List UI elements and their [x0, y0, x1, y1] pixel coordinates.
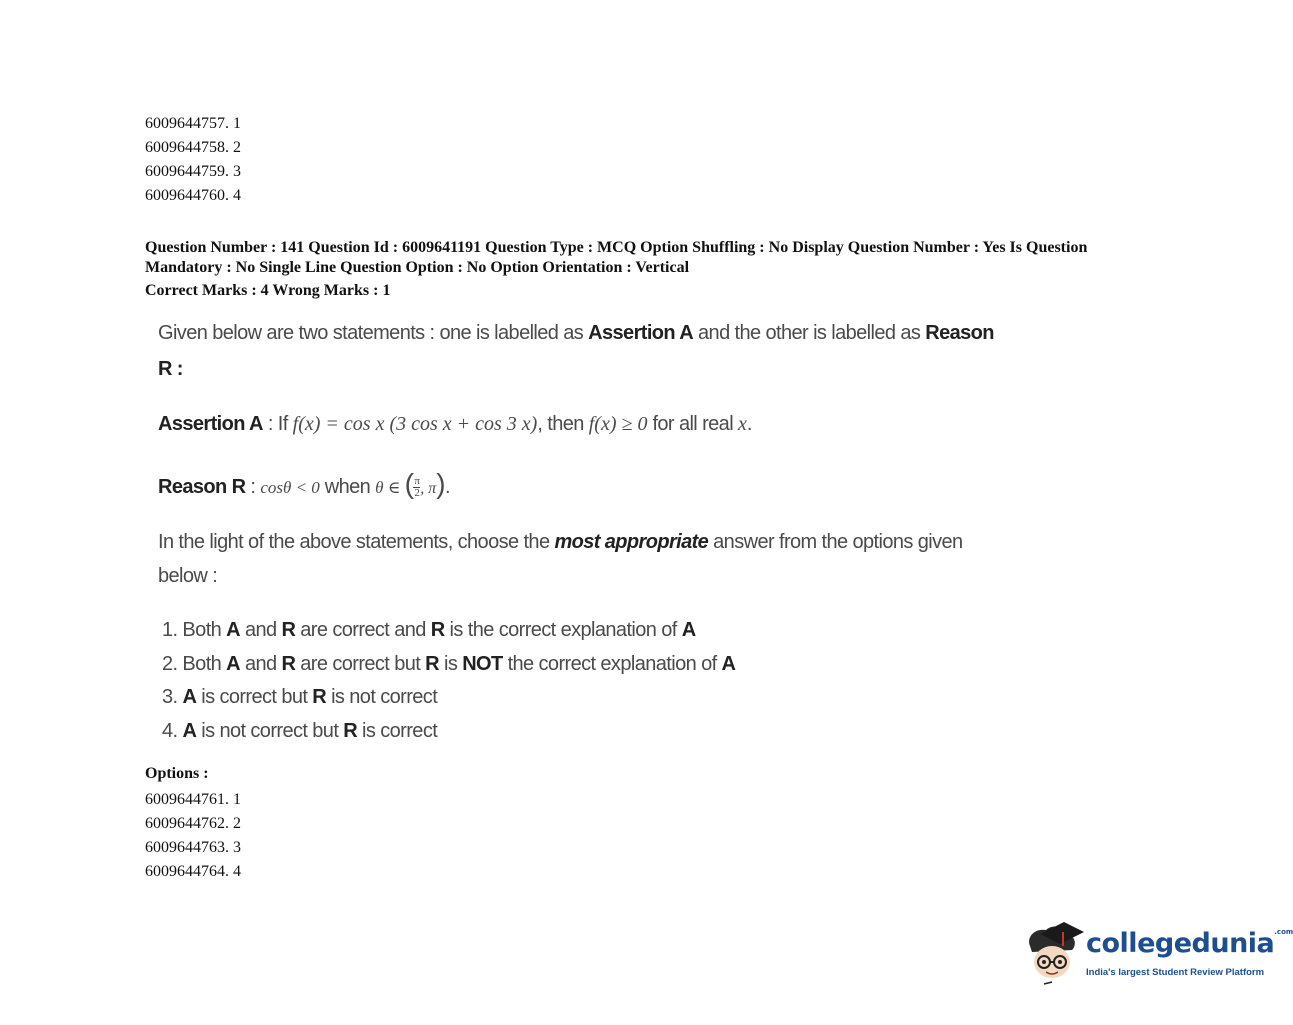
question-meta-line: Question Number : 141 Question Id : 6009641191 Question Type : MCQ Option Shuffling : No Display Question Number : Yes Is Question Mandatory : No Single Line Question Option : No Option Orientation : Vertical [145, 239, 1088, 276]
option-item: 6009644758. 2 [145, 139, 241, 156]
option-item: 6009644762. 2 [145, 815, 241, 832]
option-item: 6009644764. 4 [145, 863, 241, 880]
question-intro-cont: R : [158, 358, 183, 380]
option-item: 6009644761. 1 [145, 791, 241, 808]
reason-statement: Reason R : cosθ < 0 when θ ∈ ( $\frac{\pi}{2}$, π). [158, 468, 450, 500]
pi-over-two-fraction: $\frac{\pi}{2}$ [414, 475, 420, 500]
question-intro: Given below are two statements : one is labelled as Assertion A and the other is labelled as Reason [158, 322, 994, 344]
assertion-statement: Assertion A : If f(x) = cos x (3 cos x + cos 3 x), then f(x) ≥ 0 for all real x. [158, 413, 752, 435]
answer-choice-3: 3. A is correct but R is not correct [162, 686, 438, 708]
answer-choices [162, 614, 735, 748]
answer-choice-1: 1. Both A and R are correct and R is the correct explanation of A [162, 619, 696, 641]
collegedunia-logo [1022, 918, 1293, 990]
logo-tagline: India's largest Student Review Platform [1086, 967, 1265, 978]
instruction-line: In the light of the above statements, choose the most appropriate answer from the options given [158, 531, 963, 553]
mascot-icon [1022, 918, 1086, 990]
question-meta [145, 238, 1135, 301]
option-item: 6009644763. 3 [145, 839, 241, 856]
previous-options-list [145, 112, 241, 208]
answer-choice-4: 4. A is not correct but R is correct [162, 719, 438, 742]
options-label: Options : [145, 765, 209, 782]
options-list [145, 788, 241, 884]
answer-choice-2: 2. Both A and R are correct but R is NOT the correct explanation of A [162, 652, 736, 675]
instruction-line-cont: below : [158, 565, 218, 587]
question-marks: Correct Marks : 4 Wrong Marks : 1 [145, 282, 391, 299]
option-item: 6009644760. 4 [145, 187, 241, 204]
option-item: 6009644759. 3 [145, 163, 241, 180]
option-item: 6009644757. 1 [145, 115, 241, 132]
logo-brand: collegedunia$^{.com}$ [1086, 928, 1293, 959]
